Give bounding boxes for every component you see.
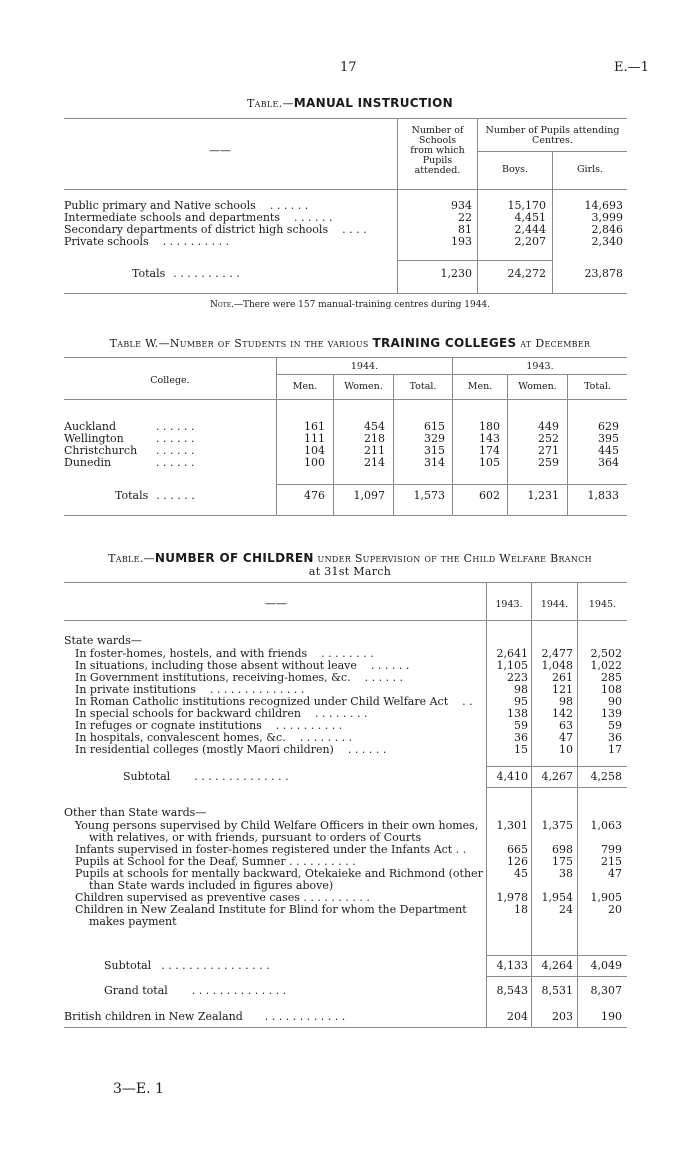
children-row-1945: 799 [601,843,622,856]
manual-row-label-text: Public primary and Native schools [64,199,256,212]
children-row-1943: 45 [514,867,528,880]
training-row-w1: 214 [364,456,385,469]
children-row-1945: 1,905 [590,891,622,904]
leader-dots: . . . . [342,223,367,236]
training-row-t2: 364 [598,456,619,469]
children-row-label-text: In refuges or cognate institutions [75,719,262,732]
children-col-1945: 1945. [588,599,617,610]
training-row-m2: 174 [479,444,500,457]
training-row-t2: 629 [598,420,619,433]
children-row-1945: 1,022 [590,659,622,672]
children-grand-1945: 8,307 [590,984,622,997]
children-row-1945: 108 [601,683,622,696]
children-row-1944: 698 [552,843,573,856]
manual-col-schools-4: Pupils [422,155,453,166]
manual-totals-schools: 1,230 [440,267,472,280]
manual-totals-label: Totals . . . . . . . . . . [132,267,240,280]
training-row-label [64,457,274,469]
manual-row-boys: 2,444 [514,223,546,236]
children-section-state-wards: State wards— [64,634,142,647]
manual-row-girls: 2,340 [591,235,623,248]
manual-row-boys: 2,207 [514,235,546,248]
children-row-label: Pupils at School for the Deaf, Sumner . . . . . . . . . . [75,855,356,868]
leader-dots: . . . . . . [364,671,404,684]
manual-row-boys: 15,170 [507,199,546,212]
training-totals-m1: 476 [304,489,325,502]
manual-row-label [64,236,229,248]
children-row-1943: 95 [514,695,528,708]
leader-dots: . . . . . . [294,211,333,224]
training-row-t1: 329 [424,432,445,445]
manual-col-schools-3: from which [410,145,465,156]
manual-stub-dash: —— [209,144,231,157]
children-section-other: Other than State wards— [64,806,207,819]
manual-row-girls: 2,846 [591,223,623,236]
children-row-1945: 139 [601,707,622,720]
children-row-1945: 2,502 [590,647,622,660]
manual-row-girls: 3,999 [591,211,623,224]
children-row-1944: 1,954 [541,891,573,904]
leader-dots: . . . . . . [370,659,410,672]
children-grand-1944: 8,531 [541,984,573,997]
training-row-m2: 105 [479,456,500,469]
children-row-label: than State wards included in figures above) [89,879,334,892]
training-totals-t2: 1,833 [587,489,619,502]
children-row-1944: 2,477 [541,647,573,660]
children-row-label-text: In special schools for backward children [75,707,301,720]
children-row-label [75,744,386,756]
manual-totals-boys: 24,272 [507,267,546,280]
children-row-1943: 36 [514,731,528,744]
leader-dots: . . . . . . [156,444,195,457]
leader-dots: . . . . . . [347,743,387,756]
training-col-women-2: Women. [518,381,557,392]
children-row-1944: 175 [552,855,573,868]
training-top-rule [64,357,627,358]
manual-col-pupils-1: Number of Pupils attending [485,125,620,136]
children-row-1943: 1,978 [496,891,528,904]
training-totals-m2: 602 [479,489,500,502]
training-col-men-2: Men. [467,381,493,392]
children-row-1943: 223 [507,671,528,684]
children-row-label-text: In foster-homes, hostels, and with friends [75,647,308,660]
manual-col-schools-1: Number of [411,125,464,136]
children-row-1945: 1,063 [590,819,622,832]
children-row-1944: 24 [559,903,573,916]
leader-dots: . . . . . . [156,456,195,469]
training-row-label-text: Dunedin [64,456,112,469]
manual-col-pupils-2: Centres. [532,135,573,146]
children-row-1944: 121 [552,683,573,696]
training-totals-w2: 1,231 [527,489,559,502]
children-top-rule [64,582,627,583]
training-row-w1: 218 [364,432,385,445]
training-col-total-1: Total. [409,381,437,392]
training-row-t1: 315 [424,444,445,457]
children-row-1944: 63 [559,719,573,732]
children-row-label: with relatives, or with friends, pursuant to orders of Courts [89,831,422,844]
training-col-women-1: Women. [344,381,383,392]
training-row-m1: 161 [304,420,325,433]
leader-dots: . . . . . . . . [321,647,374,660]
children-row-label-text: In hospitals, convalescent homes, &c. [75,731,286,744]
children-header-rule [64,620,627,621]
training-row-t1: 314 [424,456,445,469]
training-row-w1: 211 [364,444,385,457]
children-row-label-text: In situations, including those absent without leave [75,659,357,672]
manual-header-rule [64,189,627,190]
manual-row-schools: 193 [451,235,472,248]
manual-row-schools: 22 [458,211,472,224]
children-row-1944: 1,048 [541,659,573,672]
children-subtotal2-1943: 4,133 [496,959,528,972]
children-row-label: Pupils at schools for mentally backward, Otekaieke and Richmond (other [75,867,483,880]
children-table-title-line2: at 31st March [308,565,392,578]
training-totals-w1: 1,097 [353,489,385,502]
manual-row-boys: 4,451 [514,211,546,224]
leader-dots: . . [462,695,473,708]
manual-row-girls: 14,693 [584,199,623,212]
children-row-label: Children supervised as preventive cases . . . . . . . . . . [75,891,370,904]
manual-row-schools: 934 [451,199,472,212]
children-row-1943: 138 [507,707,528,720]
training-table-title: Table W.—Number of Students in the various TRAINING COLLEGES at December [109,336,591,350]
training-row-label-text: Auckland [64,420,117,433]
children-row-1945: 215 [601,855,622,868]
children-table-title: Table.—NUMBER OF CHILDREN under Supervision of the Child Welfare Branch [108,551,592,565]
children-row-label: Young persons supervised by Child Welfare Officers in their own homes, [75,819,479,832]
leader-dots: . . . . . . [156,420,195,433]
training-row-label-text: Wellington [64,432,124,445]
page-number: 17 [340,60,357,75]
training-year-1943: 1943. [526,361,554,372]
training-row-w2: 259 [538,456,559,469]
manual-top-rule [64,118,627,119]
children-row-1944: 1,375 [541,819,573,832]
children-row-1944: 142 [552,707,573,720]
children-stub-dash: —— [265,597,287,610]
training-row-t1: 615 [424,420,445,433]
leader-dots: . . . . . . . . [315,707,368,720]
children-grand-rule [486,976,627,977]
children-row-label-text: In private institutions [75,683,196,696]
children-bottom-rule [64,1027,627,1028]
manual-col-schools-2: Schools [418,135,457,146]
children-row-1943: 18 [514,903,528,916]
children-col-1944: 1944. [540,599,569,610]
manual-col-schools-5: attended. [414,165,461,176]
children-british-1944: 203 [552,1010,573,1023]
children-subtotal1-1943: 4,410 [496,770,528,783]
manual-table-title: Table.—MANUAL INSTRUCTION [247,96,453,110]
leader-dots: . . . . . . [156,432,195,445]
children-subtotal2-label: Subtotal . . . . . . . . . . . . . . . . [104,959,270,972]
training-row-m1: 104 [304,444,325,457]
children-subtotal1-label: Subtotal . . . . . . . . . . . . . . [123,770,289,783]
training-row-label-text: Christchurch [64,444,138,457]
children-subtotal1-bottom-rule [486,787,627,788]
leader-dots: . . . . . . [269,199,309,212]
page-footer: 3—E. 1 [113,1081,164,1097]
children-grand-1943: 8,543 [496,984,528,997]
training-year-1944: 1944. [350,361,379,372]
children-row-label: makes payment [89,915,177,928]
manual-row-schools: 81 [458,223,472,236]
training-totals-label: Totals . . . . . . [115,489,195,502]
manual-bottom-rule [64,293,627,294]
leader-dots: . . . . . . . . . . [162,235,230,248]
children-col-1943: 1943. [495,599,523,610]
manual-row-label-text: Intermediate schools and departments [64,211,280,224]
children-row-1943: 126 [507,855,528,868]
children-subtotal1-rule [486,766,627,767]
training-row-m2: 143 [479,432,500,445]
children-row-1944: 47 [559,731,573,744]
page-reference: E.—1 [614,60,649,75]
children-row-1943: 98 [514,683,528,696]
training-col-men-1: Men. [292,381,318,392]
manual-totals-girls: 23,878 [584,267,623,280]
leader-dots: . . . . . . . . [299,731,353,744]
children-row-1944: 38 [559,867,573,880]
children-row-1943: 1,105 [496,659,528,672]
training-header-rule [64,399,627,400]
children-british-1945: 190 [601,1010,622,1023]
manual-totals-rule [397,260,552,261]
children-row-1945: 36 [608,731,622,744]
children-row-1945: 285 [601,671,622,684]
children-subtotal2-rule [486,955,627,956]
training-row-m1: 111 [304,432,325,445]
training-row-t2: 395 [598,432,619,445]
manual-col-boys: Boys. [502,164,528,175]
training-col-total-2: Total. [584,381,611,392]
children-row-1943: 1,301 [496,819,528,832]
children-row-label: Infants supervised in foster-homes registered under the Infants Act . . [75,843,467,856]
training-row-w2: 271 [538,444,559,457]
children-subtotal2-1945: 4,049 [590,959,622,972]
manual-row-label-text: Private schools [64,235,149,248]
children-row-1945: 59 [608,719,622,732]
children-subtotal1-1945: 4,258 [590,770,622,783]
training-row-m1: 100 [304,456,325,469]
children-british-label: British children in New Zealand . . . . . . . . . . . . [64,1010,346,1023]
children-row-1944: 98 [559,695,573,708]
training-totals-t1: 1,573 [413,489,445,502]
children-row-label: Children in New Zealand Institute for Blind for whom the Department [75,903,467,916]
leader-dots: . . . . . . . . . . . . . . [209,683,305,696]
children-british-1943: 204 [507,1010,528,1023]
training-row-m2: 180 [479,420,500,433]
training-row-w2: 449 [538,420,559,433]
manual-note: Note.—There were 157 manual-training centres during 1944. [209,300,491,310]
children-row-1943: 665 [507,843,528,856]
training-row-w1: 454 [364,420,385,433]
manual-col-girls: Girls. [576,164,604,175]
children-subtotal1-1944: 4,267 [541,770,573,783]
children-row-1943: 59 [514,719,528,732]
children-row-1944: 261 [552,671,573,684]
training-bottom-rule [64,515,627,516]
training-row-t2: 445 [598,444,619,457]
training-row-w2: 252 [538,432,559,445]
children-row-label-text: In Government institutions, receiving-homes, &c. [75,671,351,684]
manual-row-label-text: Secondary departments of district high schools [64,223,329,236]
children-grand-label: Grand total . . . . . . . . . . . . . . [104,984,287,997]
children-row-1945: 17 [608,743,622,756]
children-row-1943: 2,641 [496,647,528,660]
training-col-college: College. [150,375,190,386]
children-row-1945: 90 [608,695,622,708]
children-row-1945: 20 [608,903,622,916]
children-row-label-text: In residential colleges (mostly Maori children) [75,743,334,756]
leader-dots: . . . . . . . . . . [275,719,343,732]
children-row-1945: 47 [608,867,622,880]
children-subtotal2-1944: 4,264 [541,959,573,972]
children-row-label-text: In Roman Catholic institutions recognized under Child Welfare Act [75,695,449,708]
children-row-1943: 15 [514,743,528,756]
children-row-1944: 10 [559,743,573,756]
